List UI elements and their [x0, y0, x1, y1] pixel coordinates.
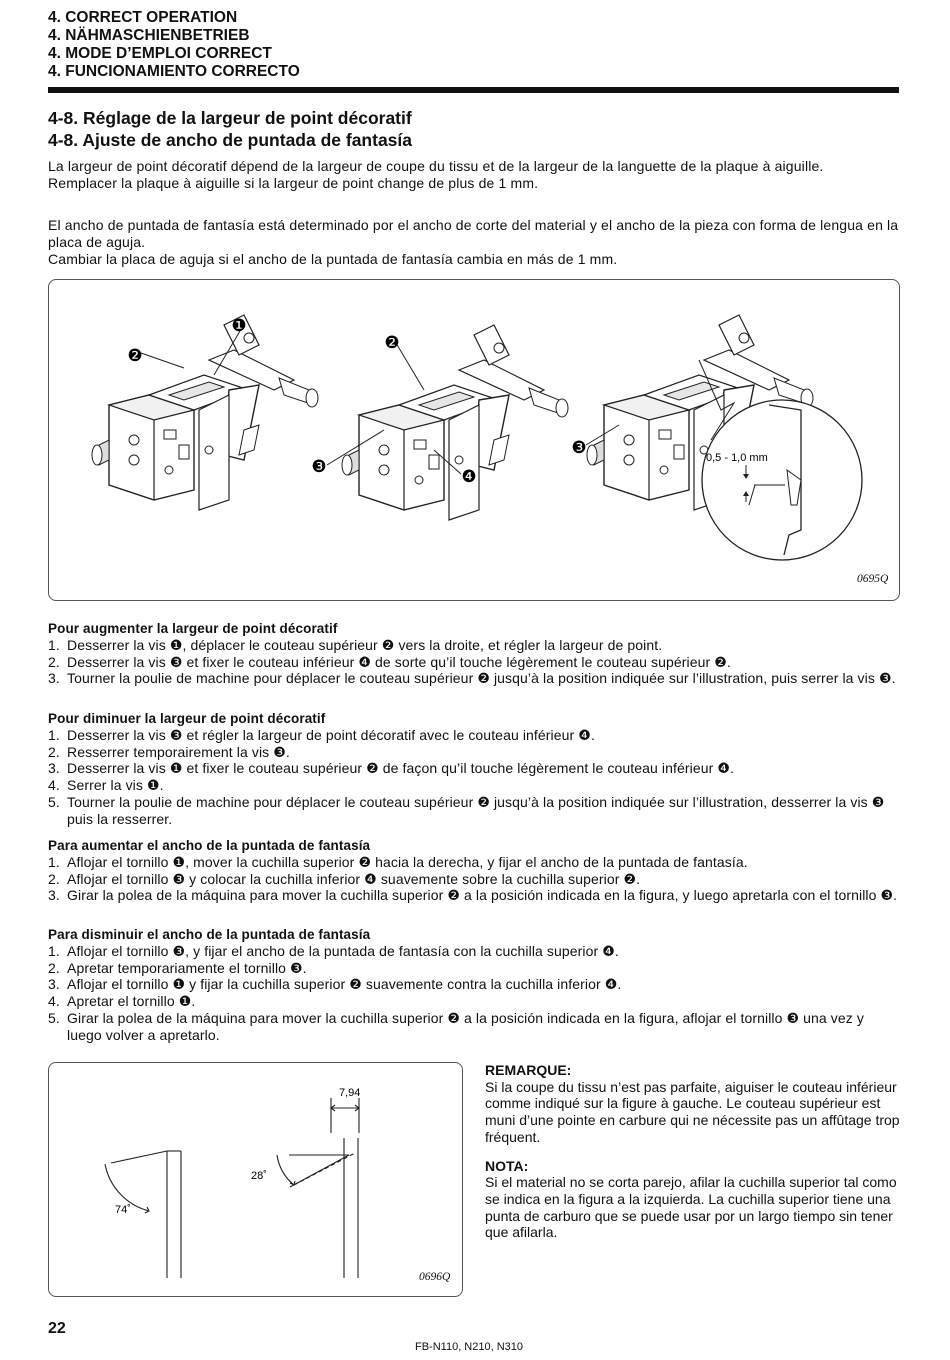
decrease-fr-heading: Pour diminuer la largeur de point décoratif — [48, 711, 326, 726]
intro-es-p1: El ancho de puntada de fantasía está determinado por el ancho de corte del material y el ancho de la pieza con forma de lengua en la placa de aguja. — [48, 217, 899, 250]
decrease-es-heading: Para disminuir el ancho de la puntada de fantasía — [48, 927, 371, 942]
callout-4: ❹ — [461, 467, 477, 486]
mechanism-view-1 — [92, 315, 318, 510]
list-item: 3. Tourner la poulie de machine pour déplacer le couteau supérieur ❷ jusqu’à la position indiquée sur l’illustration, puis serrer la vis ❸. — [48, 670, 896, 687]
list-item: 1. Aflojar el tornillo ❶, mover la cuchilla superior ❷ hacia la derecha, y fijar el ancho de la puntada de fantasía. — [48, 854, 748, 870]
callout-2: ❷ — [127, 346, 143, 365]
sharpening-diagram — [49, 1063, 462, 1296]
list-item: 3. Desserrer la vis ❶ et fixer le couteau supérieur ❷ de façon qu’il touche légèrement le couteau inférieur ❹. — [48, 760, 735, 777]
angle-28: 28˚ — [251, 1170, 267, 1182]
list-item: 3. Aflojar el tornillo ❶ y fijar la cuchilla superior ❷ suavemente contra la cuchilla inferior ❹. — [48, 976, 622, 993]
list-item: 5. Girar la polea de la máquina para mover la cuchilla superior ❷ a la posición indicada en la figura, aflojar el tornillo ❸ una vez y luego volver a apretarlo. — [48, 1009, 864, 1043]
remarque-heading: REMARQUE: — [485, 1062, 572, 1078]
list-item: 4. Serrer la vis ❶. — [48, 777, 164, 794]
increase-es-heading: Para aumentar el ancho de la puntada de fantasía — [48, 838, 371, 853]
callout-3-view3: ❸ — [571, 438, 587, 457]
intro-fr-p2: Remplacer la plaque à aiguille si la largeur de point change de plus de 1 mm. — [48, 174, 539, 191]
decrease-fr — [48, 711, 900, 827]
header-rule — [48, 87, 899, 93]
list-item: 4. Apretar el tornillo ❶. — [48, 993, 196, 1010]
increase-fr — [48, 621, 900, 687]
section-title-fr: 4-8. Réglage de la largeur de point décoratif — [48, 108, 412, 128]
figure-code-0696q: 0696Q — [419, 1271, 451, 1283]
nota-heading: NOTA: — [485, 1157, 529, 1174]
zoom-detail-circle — [702, 400, 862, 560]
increase-fr-heading: Pour augmenter la largeur de point décoratif — [48, 621, 338, 636]
figure-code-0695q: 0695Q — [857, 573, 889, 585]
callout-3: ❸ — [311, 457, 327, 476]
callout-1: ❶ — [231, 316, 247, 335]
model-number: FB-N110, N210, N310 — [415, 1341, 524, 1353]
knife-illustration — [49, 280, 899, 600]
intro-fr-p1: La largeur de point décoratif dépend de la largeur de coupe du tissu et de la largeur de la languette de la plaque à aiguille. — [48, 158, 824, 174]
page-number: 22 — [48, 1320, 66, 1337]
list-item: 1. Desserrer la vis ❸ et régler la largeur de point décoratif avec le couteau inférieur ❹. — [48, 727, 595, 743]
remarque-text: Si la coupe du tissu n’est pas parfaite, aiguiser le couteau inférieur comme indiqué sur la figure à gauche. Le couteau supérieur est muni d’une pointe en carbure qui ne nécessite pas un affûtage trop fréquent. — [485, 1078, 900, 1145]
note-block — [485, 1062, 900, 1253]
intro-es — [48, 217, 900, 267]
intro-fr — [48, 158, 900, 192]
chapter-title-de: 4. NÄHMASCHIENBETRIEB — [48, 27, 250, 44]
list-item: 2. Resserrer temporairement la vis ❸. — [48, 743, 290, 760]
list-item: 2. Apretar temporariamente el tornillo ❸. — [48, 959, 307, 976]
callout-2-view2: ❷ — [384, 333, 400, 352]
list-item: 3. Girar la polea de la máquina para mover la cuchilla superior ❷ a la posición indicada en la figura, y luego apretarla con el tornillo ❸. — [48, 887, 898, 904]
section-title — [48, 107, 412, 151]
figure-knife-adjustment — [48, 279, 900, 601]
list-item: 2. Desserrer la vis ❸ et fixer le couteau inférieur ❹ de sorte qu’il touche légèrement le couteau supérieur ❷. — [48, 653, 731, 670]
chapter-title-fr: 4. MODE D’EMPLOI CORRECT — [48, 45, 272, 62]
increase-es — [48, 838, 900, 904]
list-item: 2. Aflojar el tornillo ❸ y colocar la cuchilla inferior ❹ suavemente sobre la cuchilla superior ❷. — [48, 870, 641, 887]
list-item: 1. Desserrer la vis ❶, déplacer le couteau supérieur ❷ vers la droite, et régler la largeur de point. — [48, 637, 663, 653]
nota-text: Si el material no se corta parejo, afilar la cuchilla superior tal como se indica en la figura a la izquierda. La cuchilla superior tiene una punta de carburo que se puede usar por un largo tiempo sin tener que afilarla. — [485, 1174, 897, 1241]
list-item: 1. Aflojar el tornillo ❸, y fijar el ancho de la puntada de fantasía con la cuchilla superior ❹. — [48, 943, 619, 959]
list-item: 5. Tourner la poulie de machine pour déplacer le couteau supérieur ❷ jusqu’à la position indiquée sur l’illustration, desserrer la vis ❸ puis la resserrer. — [48, 793, 885, 827]
angle-74: 74˚ — [115, 1204, 131, 1216]
figure-sharpening-angles — [48, 1062, 463, 1297]
dimension-7-94: 7,94 — [339, 1087, 361, 1099]
intro-es-p2: Cambiar la placa de aguja si el ancho de la puntada de fantasía cambia en más de 1 mm. — [48, 250, 618, 267]
chapter-title-es: 4. FUNCIONAMIENTO CORRECTO — [48, 63, 300, 80]
chapter-header — [48, 9, 300, 81]
section-title-es: 4-8. Ajuste de ancho de puntada de fantasía — [48, 130, 413, 150]
gap-dimension: 0,5 - 1,0 mm — [706, 452, 768, 464]
chapter-title-en: 4. CORRECT OPERATION — [48, 9, 238, 26]
mechanism-view-2 — [342, 325, 568, 520]
decrease-es — [48, 927, 900, 1043]
